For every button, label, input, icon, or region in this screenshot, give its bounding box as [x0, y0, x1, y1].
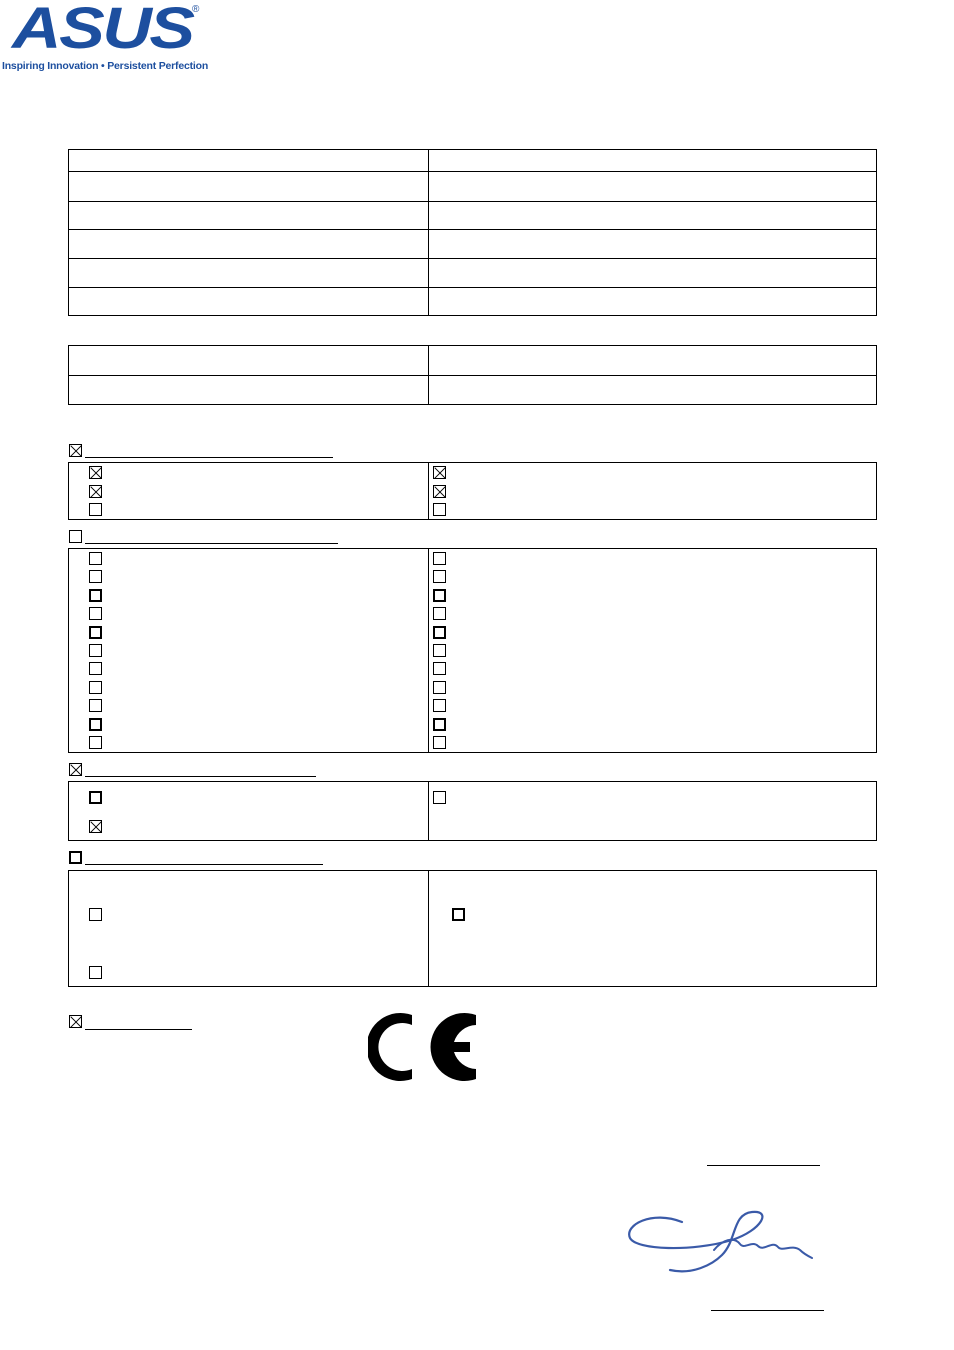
section-1-left-checkbox-1[interactable]: [89, 466, 102, 479]
manufacturer-table: [68, 345, 877, 405]
section-2-box: [68, 548, 877, 753]
table-cell: [69, 230, 429, 259]
section-3-box: [68, 781, 877, 841]
section-1-box: [68, 462, 877, 520]
table-cell: [69, 172, 429, 202]
table-row: [69, 288, 877, 316]
signature-image: [622, 1200, 822, 1280]
section-4-checkbox[interactable]: [69, 851, 82, 864]
section-1-heading-underline: [85, 457, 333, 458]
section-2-left-checkbox-9[interactable]: [89, 699, 102, 712]
table-row: [69, 376, 877, 405]
section-5-checkbox[interactable]: [69, 1015, 82, 1028]
section-1-left-checkbox-3[interactable]: [89, 503, 102, 516]
table-cell: [428, 346, 876, 376]
section-2-checkbox[interactable]: [69, 530, 82, 543]
table-cell: [69, 202, 429, 230]
section-2-right-checkbox-5[interactable]: [433, 626, 446, 639]
section-2-left-checkbox-11[interactable]: [89, 736, 102, 749]
table-cell: [69, 376, 429, 405]
table-cell: [428, 172, 876, 202]
section-3-divider: [428, 781, 429, 841]
section-2-right-checkbox-4[interactable]: [433, 607, 446, 620]
section-1-right-checkbox-1[interactable]: [433, 466, 446, 479]
ce-mark-icon: [368, 1005, 482, 1089]
table-row: [69, 150, 877, 172]
table-row: [69, 202, 877, 230]
section-2-left-checkbox-7[interactable]: [89, 662, 102, 675]
table-cell: [69, 346, 429, 376]
section-2-right-checkbox-3[interactable]: [433, 589, 446, 602]
section-4-heading-underline: [85, 864, 323, 865]
section-3-right-checkbox-1[interactable]: [433, 791, 446, 804]
section-3-left-checkbox-1[interactable]: [89, 791, 102, 804]
section-4-divider: [428, 870, 429, 987]
section-2-left-checkbox-3[interactable]: [89, 589, 102, 602]
section-1-right-checkbox-2[interactable]: [433, 485, 446, 498]
section-2-right-checkbox-6[interactable]: [433, 644, 446, 657]
signature-underline: [711, 1310, 824, 1311]
section-2-right-checkbox-2[interactable]: [433, 570, 446, 583]
section-2-left-checkbox-5[interactable]: [89, 626, 102, 639]
section-1-left-checkbox-2[interactable]: [89, 485, 102, 498]
table-cell: [428, 230, 876, 259]
section-3-checkbox[interactable]: [69, 763, 82, 776]
section-4-left-checkbox-1[interactable]: [89, 908, 102, 921]
table-row: [69, 259, 877, 288]
section-2-right-checkbox-8[interactable]: [433, 681, 446, 694]
section-4-left-checkbox-2[interactable]: [89, 966, 102, 979]
section-2-left-checkbox-10[interactable]: [89, 718, 102, 731]
section-2-right-checkbox-1[interactable]: [433, 552, 446, 565]
section-1-right-checkbox-3[interactable]: [433, 503, 446, 516]
section-2-left-checkbox-1[interactable]: [89, 552, 102, 565]
section-2-left-checkbox-2[interactable]: [89, 570, 102, 583]
asus-logo: [0, 0, 209, 76]
section-2-right-checkbox-10[interactable]: [433, 718, 446, 731]
section-2-right-checkbox-11[interactable]: [433, 736, 446, 749]
table-cell: [428, 202, 876, 230]
section-2-right-checkbox-7[interactable]: [433, 662, 446, 675]
table-row: [69, 346, 877, 376]
section-3-left-checkbox-2[interactable]: [89, 820, 102, 833]
section-4-box: [68, 870, 877, 987]
section-2-right-checkbox-9[interactable]: [433, 699, 446, 712]
logo-tagline: Inspiring Innovation • Persistent Perfection: [2, 60, 209, 72]
product-info-table: [68, 149, 877, 316]
section-2-left-checkbox-8[interactable]: [89, 681, 102, 694]
table-cell: [428, 376, 876, 405]
table-cell: [69, 150, 429, 172]
section-2-divider: [428, 548, 429, 753]
section-4-right-checkbox-1[interactable]: [452, 908, 465, 921]
table-cell: [69, 288, 429, 316]
table-cell: [428, 259, 876, 288]
section-1-checkbox[interactable]: [69, 444, 82, 457]
date-underline: [707, 1165, 820, 1166]
table-row: [69, 172, 877, 202]
section-2-heading-underline: [85, 543, 338, 544]
table-cell: [428, 150, 876, 172]
table-cell: [428, 288, 876, 316]
section-2-left-checkbox-6[interactable]: [89, 644, 102, 657]
section-2-left-checkbox-4[interactable]: [89, 607, 102, 620]
section-1-divider: [428, 462, 429, 520]
section-3-heading-underline: [85, 776, 316, 777]
table-row: [69, 230, 877, 259]
logo-registered-mark: ®: [192, 4, 200, 15]
section-5-heading-underline: [85, 1029, 192, 1030]
table-cell: [69, 259, 429, 288]
logo-wordmark: ASUS: [12, 0, 193, 61]
